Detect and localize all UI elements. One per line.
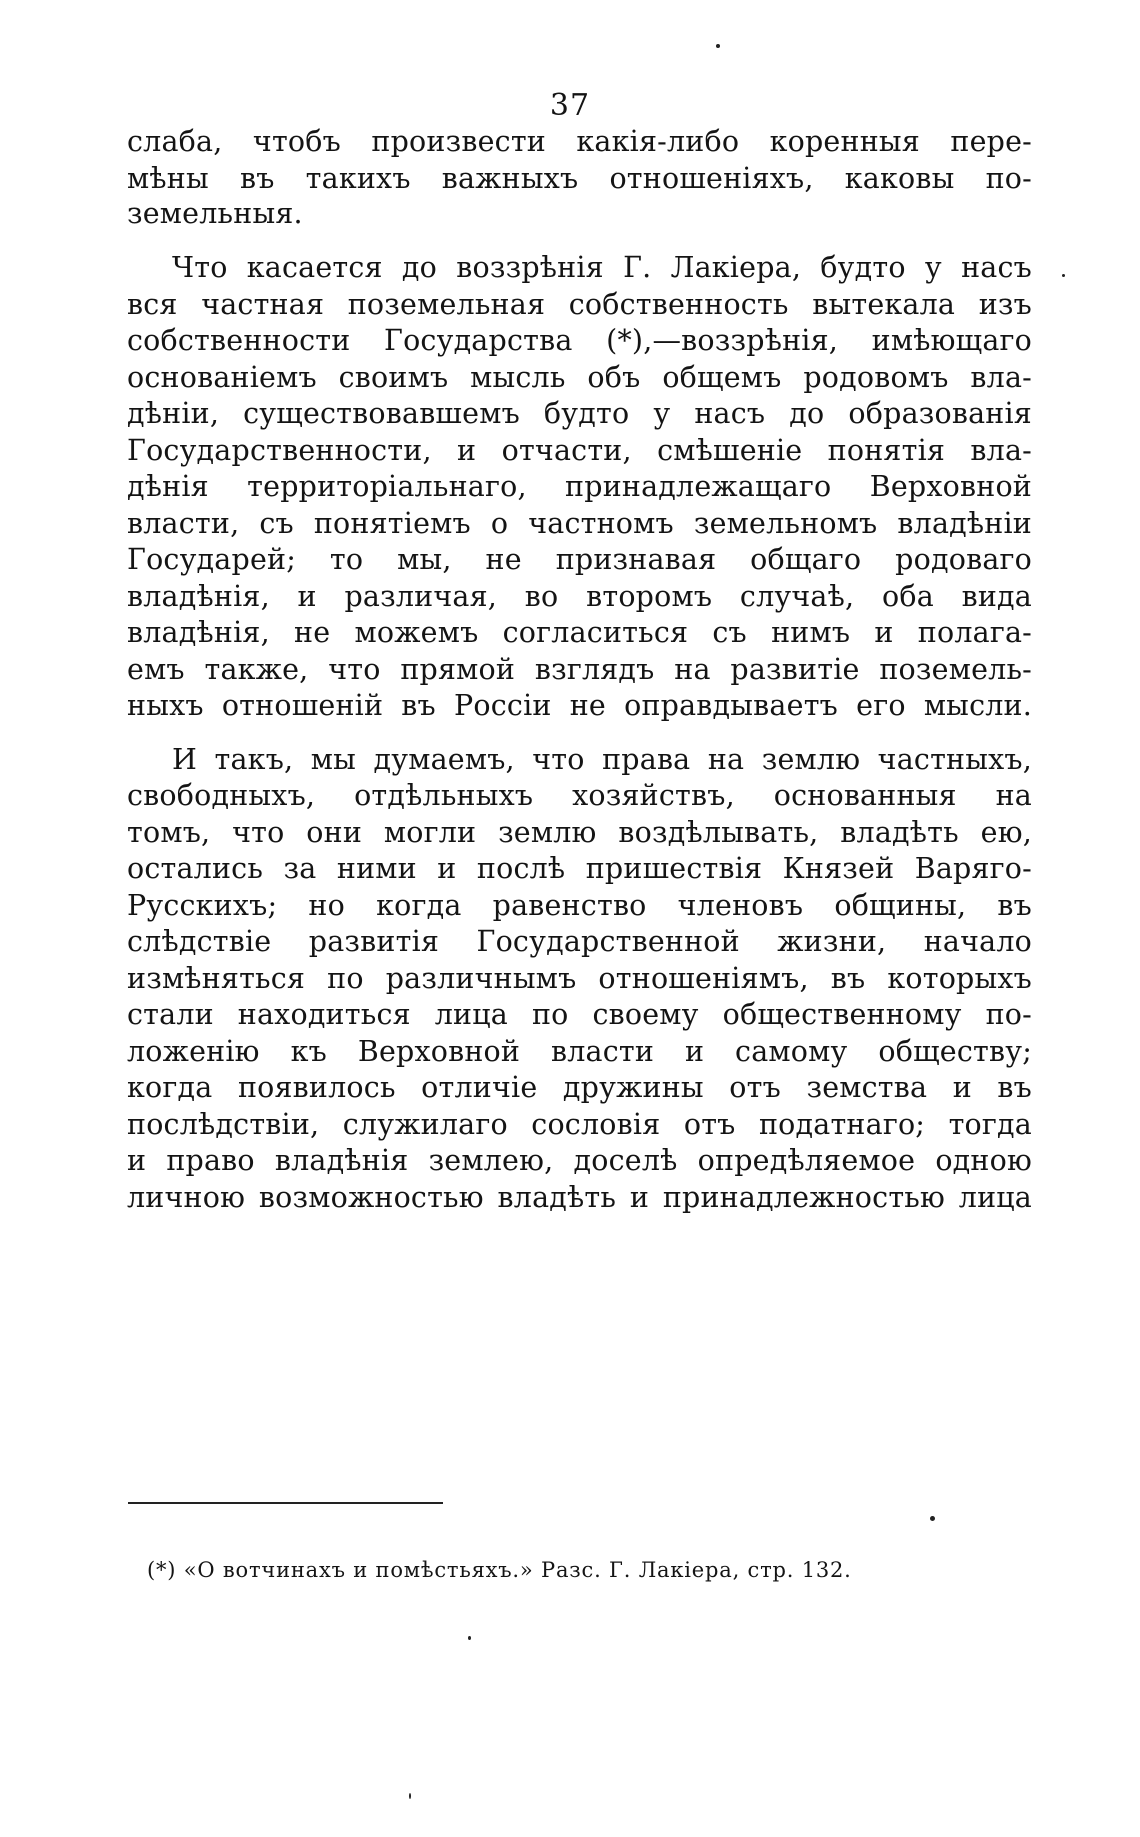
- text-line: Государственности, и отчасти, смѣшеніе понятія вла-: [127, 434, 1032, 467]
- text-line: вся частная поземельная собственность вытекала изъ: [127, 288, 1032, 321]
- text-line: владѣнія, и различая, во второмъ случаѣ, оба вида: [127, 580, 1032, 613]
- text-line: Русскихъ; но когда равенство членовъ общины, въ: [127, 889, 1032, 922]
- print-speck: [930, 1516, 935, 1521]
- text-line: слѣдствіе развитія Государственной жизни, начало: [127, 925, 1032, 958]
- text-line: земельныя.: [127, 197, 303, 230]
- text-line: остались за ними и послѣ пришествія Князей Варяго-: [127, 852, 1032, 885]
- text-line: ныхъ отношеній въ Россіи не оправдываетъ его мысли.: [127, 689, 1032, 722]
- text-line: стали находиться лица по своему общественному по-: [127, 998, 1032, 1031]
- print-speck: [716, 44, 720, 48]
- text-line: слаба, чтобъ произвести какія-либо коренныя пере-: [127, 125, 1032, 158]
- text-line: послѣдствіи, служилаго сословія отъ податнаго; тогда: [127, 1108, 1032, 1141]
- text-line: Что касается до воззрѣнія Г. Лакіера, будто у насъ: [172, 251, 1032, 284]
- text-line: и право владѣнія землею, доселѣ опредѣляемое одною: [127, 1144, 1032, 1177]
- text-line: власти, съ понятіемъ о частномъ земельномъ владѣніи: [127, 507, 1032, 540]
- text-line: Государей; то мы, не признавая общаго родоваго: [127, 543, 1032, 576]
- text-line: мѣны въ такихъ важныхъ отношеніяхъ, каковы по-: [127, 162, 1032, 195]
- text-line: основаніемъ своимъ мысль объ общемъ родовомъ вла-: [127, 361, 1032, 394]
- text-line: свободныхъ, отдѣльныхъ хозяйствъ, основанныя на: [127, 779, 1032, 812]
- footnote-divider: [128, 1502, 443, 1504]
- text-line: дѣнія территоріальнаго, принадлежащаго Верховной: [127, 470, 1032, 503]
- text-line: собственности Государства (*),—воззрѣнія, имѣющаго: [127, 324, 1032, 357]
- page-number: 37: [549, 88, 591, 123]
- text-line: емъ также, что прямой взглядъ на развитіе поземель-: [127, 653, 1032, 686]
- text-line: дѣніи, существовавшемъ будто у насъ до образованія: [127, 397, 1032, 430]
- text-line: когда появилось отличіе дружины отъ земства и въ: [127, 1071, 1032, 1104]
- text-line: измѣняться по различнымъ отношеніямъ, въ которыхъ: [127, 962, 1032, 995]
- print-speck: [409, 1793, 411, 1799]
- text-line: владѣнія, не можемъ согласиться съ нимъ и полага-: [127, 616, 1032, 649]
- text-line: И такъ, мы думаемъ, что права на землю частныхъ,: [172, 743, 1032, 776]
- text-line: томъ, что они могли землю воздѣлывать, владѣть ею,: [127, 816, 1032, 849]
- text-line: личною возможностью владѣть и принадлежностью лица: [127, 1181, 1032, 1214]
- print-speck: [468, 1636, 471, 1640]
- print-speck: [1062, 274, 1065, 277]
- footnote: (*) «О вотчинахъ и помѣстьяхъ.» Разс. Г. Лакіера, стр. 132.: [147, 1558, 852, 1582]
- text-line: ложенію къ Верховной власти и самому обществу;: [127, 1035, 1032, 1068]
